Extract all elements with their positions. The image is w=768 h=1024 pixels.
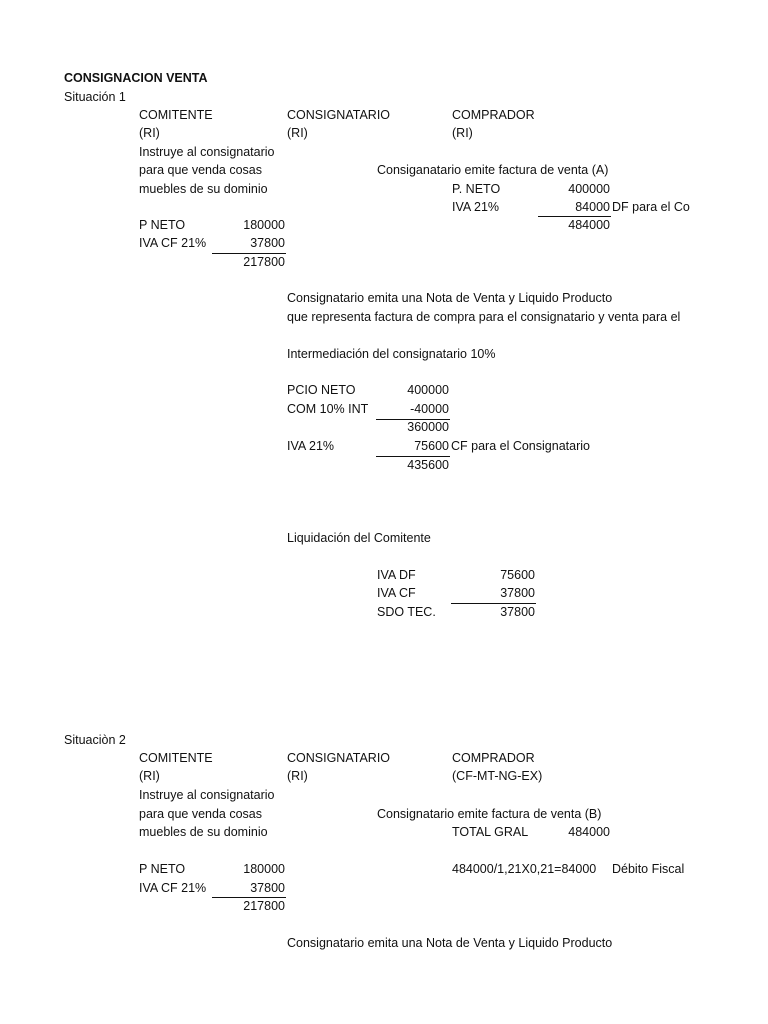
total-value: 484000 (568, 218, 610, 232)
document-title: CONSIGNACION VENTA (64, 71, 208, 85)
liquidacion-heading: Liquidación del Comitente (287, 531, 431, 545)
comision-label: COM 10% INT (287, 402, 369, 416)
instruccion-line-1: Instruye al consignatario (139, 145, 275, 159)
comision-value: -40000 (410, 402, 449, 416)
pneto-label: P. NETO (452, 182, 501, 196)
iva-df-value: 75600 (500, 568, 535, 582)
iva2-label: IVA 21% (287, 439, 335, 453)
iva2-value: 75600 (414, 439, 449, 453)
situacion-1-heading: Situación 1 (64, 90, 126, 104)
saldo-tecnico-value: 37800 (500, 605, 535, 619)
comprador-header: COMPRADOR (452, 108, 535, 122)
comitente-pneto-value: 180000 (243, 862, 285, 876)
instruccion-line-2: para que venda cosas (139, 807, 263, 821)
comitente-pneto-label: P NETO (139, 862, 186, 876)
situacion-2-heading: Situaciòn 2 (64, 733, 126, 747)
consignatario-header: CONSIGNATARIO (287, 108, 391, 122)
iva-cf-label: IVA CF (377, 586, 416, 600)
comitente-iva-value: 37800 (250, 881, 285, 895)
comitente-header: COMITENTE (139, 108, 213, 122)
subtotal-value: 360000 (407, 420, 449, 434)
total-gral-value: 484000 (568, 825, 610, 839)
factura-venta-b: Consignatario emite factura de venta (B) (377, 807, 602, 821)
iva-df-label: IVA DF (377, 568, 416, 582)
comitente-total-value: 217800 (243, 899, 285, 913)
comitente-pneto-value: 180000 (243, 218, 285, 232)
pneto-value: 400000 (568, 182, 610, 196)
nota-venta-line-1: Consignatario emita una Nota de Venta y Liquido Producto (287, 936, 613, 950)
pcio-neto-label: PCIO NETO (287, 383, 356, 397)
comitente-total-value: 217800 (243, 255, 285, 269)
comitente-iva-value: 37800 (250, 236, 285, 250)
comitente-iva-label: IVA CF 21% (139, 881, 207, 895)
comprador-tipo: (CF-MT-NG-EX) (452, 769, 543, 783)
total2-value: 435600 (407, 458, 449, 472)
factura-venta-a: Consiganatario emite factura de venta (A) (377, 163, 609, 177)
formula-text: 484000/1,21X0,21=84000 (452, 862, 597, 876)
comitente-pneto-label: P NETO (139, 218, 186, 232)
nota-venta-line-2: que representa factura de compra para el consignatario y venta para el (287, 310, 681, 324)
pcio-neto-value: 400000 (407, 383, 449, 397)
comitente-tipo: (RI) (139, 126, 160, 140)
consignatario-header: CONSIGNATARIO (287, 751, 391, 765)
debito-fiscal-text: Débito Fiscal (612, 862, 685, 876)
consignatario-tipo: (RI) (287, 769, 308, 783)
instruccion-line-1: Instruye al consignatario (139, 788, 275, 802)
comprador-header: COMPRADOR (452, 751, 535, 765)
instruccion-line-2: para que venda cosas (139, 163, 263, 177)
iva-label: IVA 21% (452, 200, 500, 214)
intermediacion-text: Intermediación del consignatario 10% (287, 347, 496, 361)
iva-value: 84000 (575, 200, 610, 214)
saldo-tecnico-label: SDO TEC. (377, 605, 436, 619)
comitente-header: COMITENTE (139, 751, 213, 765)
comitente-tipo: (RI) (139, 769, 160, 783)
comprador-tipo: (RI) (452, 126, 473, 140)
instruccion-line-3: muebles de su dominio (139, 182, 268, 196)
iva2-note: CF para el Consignatario (451, 439, 590, 453)
iva-cf-value: 37800 (500, 586, 535, 600)
iva-note: DF para el Co (612, 200, 690, 214)
consignatario-tipo: (RI) (287, 126, 308, 140)
comitente-iva-label: IVA CF 21% (139, 236, 207, 250)
nota-venta-line-1: Consignatario emita una Nota de Venta y Liquido Producto (287, 291, 613, 305)
total-gral-label: TOTAL GRAL (452, 825, 529, 839)
instruccion-line-3: muebles de su dominio (139, 825, 268, 839)
